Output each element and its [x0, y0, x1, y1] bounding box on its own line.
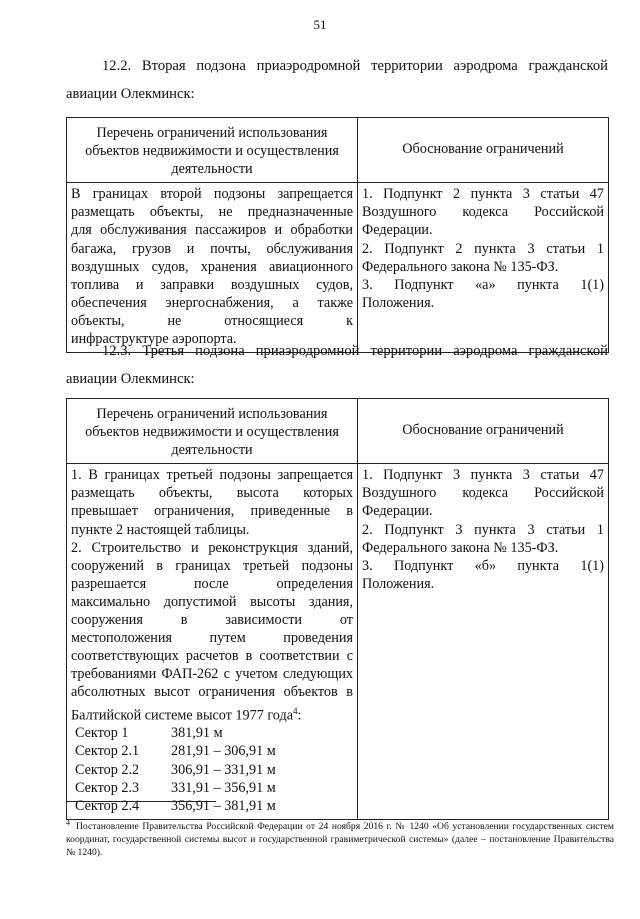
- sector-height: 331,91 – 356,91 м: [171, 779, 276, 796]
- text-line: соответствующих расчетов в соответствии с: [71, 648, 353, 665]
- text-line: 2. Строительство и реконструкция зданий,: [71, 539, 353, 556]
- colon: :: [297, 707, 302, 724]
- sector-height: 381,91 м: [171, 725, 223, 742]
- table-header-row: [67, 399, 609, 464]
- text-line: размещать объекты, не предназначенные: [71, 204, 353, 221]
- footnote: [66, 816, 614, 859]
- justification-cell: [358, 464, 609, 820]
- sector-name: Сектор 1: [75, 725, 129, 742]
- table-row: [67, 464, 609, 820]
- sector-row: [71, 742, 353, 760]
- section-12-3-heading: [66, 342, 608, 389]
- text-line: сооружения в зависимости от: [71, 612, 353, 629]
- text-line: 3. Подпункт «а» пункта 1(1): [362, 276, 604, 293]
- text-line: Воздушного кодекса Российской: [362, 204, 604, 221]
- sector-row: [71, 797, 353, 815]
- text-line: воздушных судов, хранения авиационного: [71, 258, 353, 275]
- text-line: топлива и заправки воздушных судов,: [71, 276, 353, 293]
- sector-name: Сектор 2.4: [75, 797, 140, 814]
- text-line-with-footnote: [71, 702, 353, 725]
- text-line: 1. В границах третьей подзоны запрещается: [71, 467, 353, 484]
- text-line: абсолютных высот ограничения объектов в: [71, 684, 353, 701]
- sector-row: [71, 724, 353, 742]
- restrictions-cell: [67, 464, 358, 820]
- text-line: Федерального закона № 135-ФЗ.: [362, 539, 559, 556]
- section-12-2-heading-line1: 12.2. Вторая подзона приаэродромной территории аэродрома гражданской: [102, 58, 608, 74]
- text-line: багажа, грузов и почты, обслуживания: [71, 240, 353, 257]
- page-number: 51: [313, 17, 327, 32]
- header-left-cell: Перечень ограничений использования объектов недвижимости и осуществления деятельности: [67, 399, 358, 464]
- text-line: 3. Подпункт «б» пункта 1(1): [362, 557, 604, 574]
- text-line: максимально допустимой высоты здания,: [71, 593, 353, 610]
- text-line: Положения.: [362, 575, 435, 592]
- text-line: требованиями ФАП-262 с учетом следующих: [71, 666, 353, 683]
- text-line: Федерального закона № 135-ФЗ.: [362, 258, 559, 275]
- text-line: разрешается после определения: [71, 575, 353, 592]
- restrictions-table-subzone-3: [66, 398, 609, 820]
- text-line: Федерации.: [362, 222, 433, 239]
- text-line-content: Балтийской системе высот 1977 года: [71, 707, 294, 724]
- sector-row: [71, 779, 353, 797]
- text-line: 1. Подпункт 3 пункта 3 статьи 47: [362, 467, 604, 484]
- text-line: 1. Подпункт 2 пункта 3 статьи 47: [362, 186, 604, 203]
- footnote-reference: 4: [293, 705, 298, 716]
- section-12-3-heading-line2: авиации Олекминск:: [66, 371, 195, 387]
- section-12-2-heading-line2: авиации Олекминск:: [66, 86, 195, 102]
- sector-height: 356,91 – 381,91 м: [171, 797, 276, 814]
- restrictions-table-subzone-2: [66, 117, 609, 353]
- header-right-cell: Обоснование ограничений: [358, 118, 609, 183]
- section-12-3-heading-line1: 12.3. Третья подзона приаэродромной территории аэродрома гражданской: [102, 343, 608, 359]
- justification-cell: [358, 183, 609, 353]
- sector-name: Сектор 2.1: [75, 743, 140, 760]
- text-line: объекты, не относящиеся к: [71, 312, 353, 329]
- text-line: Положения.: [362, 294, 435, 311]
- text-line: В границах второй подзоны запрещается: [71, 186, 353, 203]
- text-line: сооружений в границах третьей подзоны: [71, 557, 353, 574]
- sector-name: Сектор 2.3: [75, 779, 140, 796]
- text-line: местоположения путем проведения: [71, 630, 353, 647]
- table-row: [67, 183, 609, 353]
- text-line: 2. Подпункт 3 пункта 3 статьи 1: [362, 521, 604, 538]
- section-12-2-heading: [66, 57, 608, 104]
- text-line: Воздушного кодекса Российской: [362, 485, 604, 502]
- text-line: размещать объекты, высота которых: [71, 485, 353, 502]
- text-line: для обслуживания пассажиров и обработки: [71, 222, 353, 239]
- text-line: превышает ограничения, приведенные в: [71, 503, 353, 520]
- sector-row: [71, 761, 353, 779]
- table-header-row: [67, 118, 609, 183]
- footnote-divider: [66, 801, 216, 802]
- text-line: инфраструктуре аэропорта.: [71, 331, 237, 348]
- restrictions-cell: [67, 183, 358, 353]
- sector-name: Сектор 2.2: [75, 761, 140, 778]
- text-line: пункте 2 настоящей таблицы.: [71, 521, 250, 538]
- sector-height: 306,91 – 331,91 м: [171, 761, 276, 778]
- header-left-cell: Перечень ограничений использования объектов недвижимости и осуществления деятельности: [67, 118, 358, 183]
- sector-height: 281,91 – 306,91 м: [171, 743, 276, 760]
- footnote-mark: 4: [66, 818, 70, 827]
- header-right-cell: Обоснование ограничений: [358, 399, 609, 464]
- text-line: Федерации.: [362, 503, 433, 520]
- text-line: обеспечения энергоснабжения, а также: [71, 294, 353, 311]
- text-line: 2. Подпункт 2 пункта 3 статьи 1: [362, 240, 604, 257]
- footnote-text: Постановление Правительства Российской Федерации от 24 ноября 2016 г. № 1240 «Об установлении государственных систем координат, государственной системы высот и государственной гравиметрической системы» (далее – постановление Правительства № 1240).: [66, 821, 614, 859]
